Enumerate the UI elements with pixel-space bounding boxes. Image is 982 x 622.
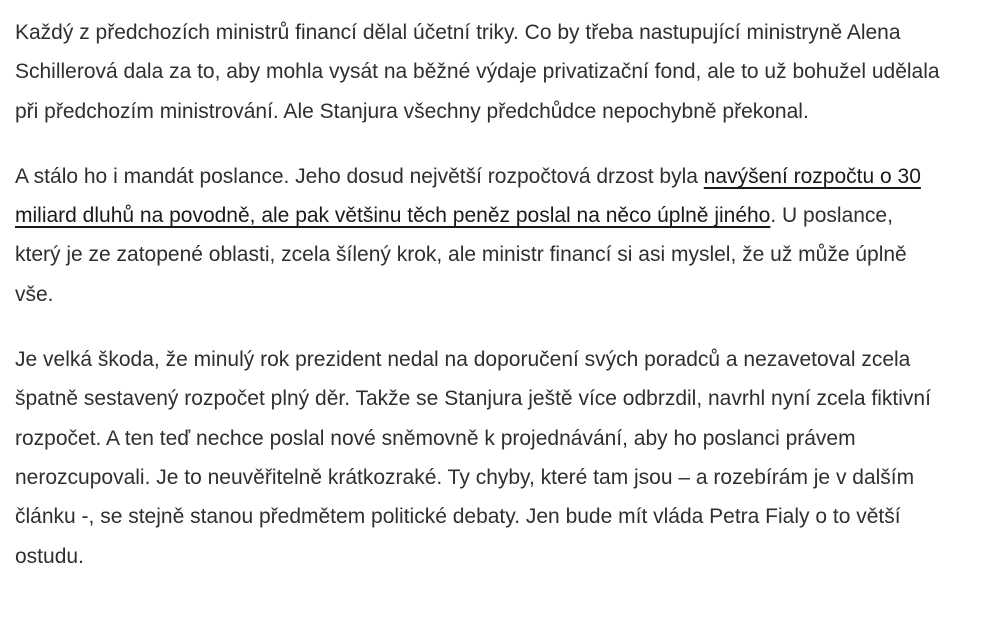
paragraph-mandate-text-after-link: . U poslance, který je ze zatopené oblasti, zcela šílený krok, ale ministr financí si asi myslel, že už může úplně vše. xyxy=(15,204,907,306)
flood-budget-link[interactable]: navýšení rozpočtu o 30 miliard dluhů na povodně, ale pak většinu těch peněz poslal na něco úplně jiného xyxy=(15,164,921,228)
paragraph-mandate-text-before-link: A stálo ho i mandát poslance. Jeho dosud největší rozpočtová drzost byla xyxy=(15,164,704,188)
paragraph-accounting-tricks: Každý z předchozích ministrů financí dělal účetní triky. Co by třeba nastupující ministryně Alena Schillerová dala za to, aby mohla vysát na běžné výdaje privatizační fond, ale to už bohužel udělala při předchozím ministrování. Ale Stanjura všechny předchůdce nepochybně překonal. xyxy=(15,21,940,123)
paragraph-mandate xyxy=(15,157,942,314)
paragraph-president-veto: Je velká škoda, že minulý rok prezident nedal na doporučení svých poradců a nezavetoval zcela špatně sestavený rozpočet plný děr. Takže se Stanjura ještě více odbrzdil, navrhl nyní zcela fiktivní rozpočet. A ten teď nechce poslal nové sněmovně k projednávání, aby ho poslanci právem nerozcupovali. Je to neuvěřitelně krátkozraké. Ty chyby, které tam jsou – a rozebírám je v dalším článku -, se stejně stanou předmětem politické debaty. Jen bude mít vláda Petra Fialy o to větší ostudu. xyxy=(15,348,931,568)
